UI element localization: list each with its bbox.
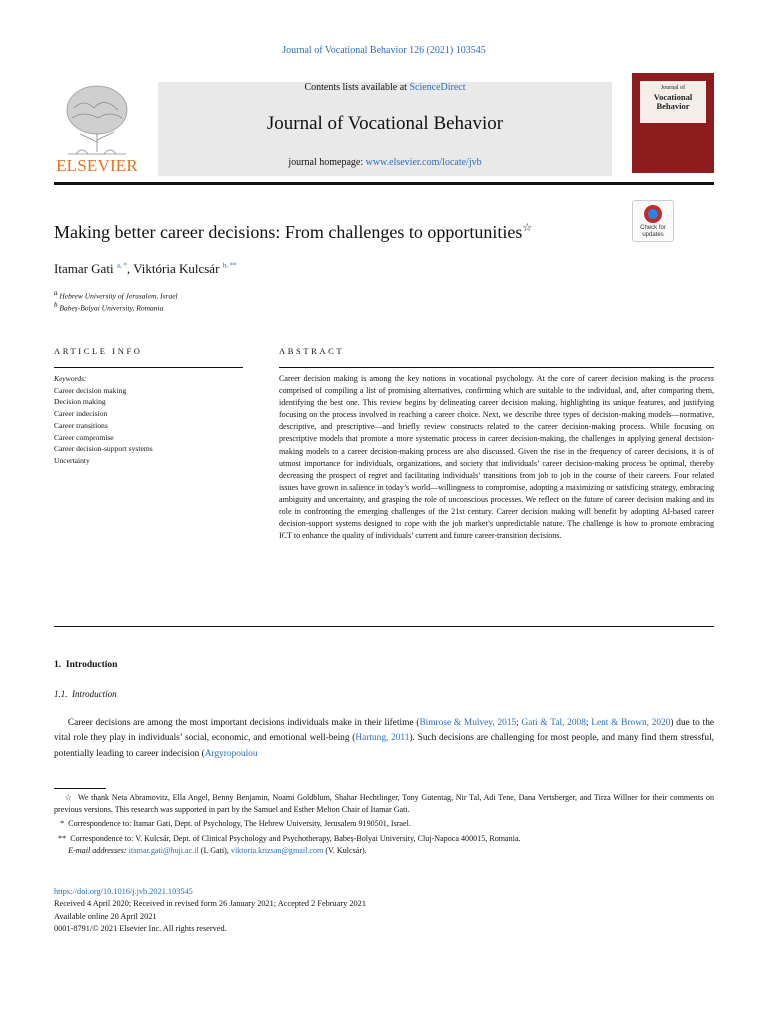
subsection-heading: 1.1. Introduction <box>54 689 117 699</box>
keywords-label: Keywords: <box>54 374 87 383</box>
email-addresses: E-mail addresses: itamar.gati@huji.ac.il (I. Gati), viktoria.krizsan@gmail.com (V. Kulcsár). <box>68 845 367 855</box>
keyword: Career compromise <box>54 432 114 442</box>
contents-line: Contents lists available at ScienceDirect <box>304 82 466 93</box>
divider <box>279 367 714 368</box>
citation-link[interactable]: Gati & Tal, 2008 <box>521 718 586 728</box>
author-list: Itamar Gati $^{a, *}$, Viktória Kulcsár $^{b, **}$ <box>54 261 237 276</box>
sciencedirect-link[interactable]: ScienceDirect <box>409 82 466 93</box>
journal-homepage-line: journal homepage: www.elsevier.com/locate/jvb <box>288 157 482 168</box>
elsevier-wordmark: ELSEVIER <box>56 156 138 175</box>
citation-link[interactable]: Lent & Brown, 2020 <box>591 718 671 728</box>
check-for-updates-badge[interactable]: Check for updates <box>632 200 674 242</box>
author-name: Itamar Gati <box>54 261 114 276</box>
header-rule <box>54 182 714 185</box>
journal-homepage-link[interactable]: www.elsevier.com/locate/jvb <box>365 157 482 168</box>
correspondence-footnote: ** Correspondence to: V. Kulcsár, Dept. of Clinical Psychology and Psychotherapy, Babeș-Bolyai University, Cluj-Napoca 400015, Romania. <box>58 833 521 843</box>
journal-title: Journal of Vocational Behavior <box>266 113 504 134</box>
keyword: Career transitions <box>54 420 108 430</box>
footnotes <box>54 792 714 857</box>
online-date: Available online 20 April 2021 <box>54 911 157 921</box>
journal-citation[interactable]: Journal of Vocational Behavior 126 (2021) 103545 <box>282 45 486 56</box>
email-link[interactable]: viktoria.krizsan@gmail.com <box>230 845 324 855</box>
abstract-text: Career decision making is among the key notions in vocational psychology. At the core of career decision making is the process comprised of compiling a list of promising alternatives, confirming which are suitable to the individual, and, after comparing them, identifying the best one. This review begins by delineating career decision making, highlighting its unique features, and justifying focusing on the process involved in reaching a career choice. Next, we describe three types of decision-making models—normative, descriptive, and prescriptive—and briefly review constructs related to the career decision-making process. While focusing on prescriptive models that promote a more systematic process in career decision-making, the challenges in applying general decision-making models to a career decision-making process are also discussed. Given the rise in the frequency of career decisions, it is of utmost importance for individuals, organizations, and society that individuals’ career decision-making process be optimal, thereby decreasing the prospect of regret and facilitating individuals’ transitions from job to job in the course of their careers. Four related issues have grown in salience in today’s world—willingness to compromise, adopting a maximizing or satisficing strategy, embracing ambiguity and uncertainty, and grasping the role of unconscious processes. We reflect on the future of career decision making and its role in confronting the emerging challenges of the 21st century. Career decision making will benefit by adopting AI-based career decision-support systems designed to cope with the job market’s unpredictable nature. The challenge is how to promote embracing ICT to enhance the quality of individuals’ current and future career-transition decisions. <box>279 374 714 541</box>
author-affiliation-link[interactable]: a, * <box>116 261 127 270</box>
author-affiliation-link[interactable]: b, ** <box>222 261 237 270</box>
copyright: 0001-8791/© 2021 Elsevier Inc. All rights reserved. <box>54 924 227 934</box>
keyword: Career decision making <box>54 385 127 395</box>
affiliation: $^b$ Babeș-Bolyai University, Romania <box>54 301 164 313</box>
footnote-rule <box>54 788 106 789</box>
citation-link[interactable]: Bimrose & Mulvey, 2015 <box>419 718 517 728</box>
abstract-heading: ABSTRACT <box>279 346 345 356</box>
title-footnote-mark: ☆ <box>522 222 533 234</box>
article-history: Received 4 April 2020; Received in revised form 26 January 2021; Accepted 2 February 2021 <box>54 899 366 909</box>
doi-link[interactable]: https://doi.org/10.1016/j.jvb.2021.103545 <box>54 887 193 896</box>
keywords-list <box>54 373 243 467</box>
article-info-heading: ARTICLE INFO <box>54 346 143 356</box>
body-paragraph: Career decisions are among the most important decisions individuals make in their lifetime (Bimrose & Mulvey, 2015; Gati & Tal, 2008; Lent & Brown, 2020) due to the vital role they play in individuals’ social, economic, and emotional well-being (Hartung, 2011). Such decisions are challenging for most people, and many find them stressful, potentially leading to career indecision (Argyropoulou <box>54 718 715 759</box>
citation-link[interactable]: Hartung, 2011 <box>355 733 410 744</box>
citation-link[interactable]: Argyropoulou <box>204 748 258 759</box>
divider <box>54 626 714 627</box>
publication-info <box>54 886 714 936</box>
article-title: Making better career decisions: From challenges to opportunities☆ <box>54 222 533 242</box>
author-name: Viktória Kulcsár <box>133 261 220 276</box>
affiliation: $^a$ Hebrew University of Jerusalem, Israel <box>54 289 178 301</box>
keyword: Career decision-support systems <box>54 444 153 454</box>
journal-cover-image[interactable] <box>632 73 714 173</box>
cover-label: Journal of Vocational Behavior <box>640 81 706 123</box>
email-link[interactable]: itamar.gati@huji.ac.il <box>128 845 199 855</box>
keyword: Uncertainty <box>54 455 90 465</box>
correspondence-footnote: * Correspondence to: Itamar Gati, Dept. of Psychology, The Hebrew University, Jerusalem 9190501, Israel. <box>60 819 411 829</box>
keyword: Career indecision <box>54 409 108 419</box>
keyword: Decision making <box>54 397 106 407</box>
section-heading: 1. Introduction <box>54 660 118 670</box>
divider <box>54 367 243 368</box>
acknowledgement-footnote: ☆ We thank Neta Abramovitz, Ella Angel, Benny Benjamin, Noami Goldblum, Shahar Hechtlinger, Tony Gutentag, Nir Tal, Adi Tene, Dana Vertsberger, and Tirza Willner for their comments on previous versions. This research was supported in part by the Samuel and Esther Melton Chair of Itamar Gati. <box>54 793 714 815</box>
